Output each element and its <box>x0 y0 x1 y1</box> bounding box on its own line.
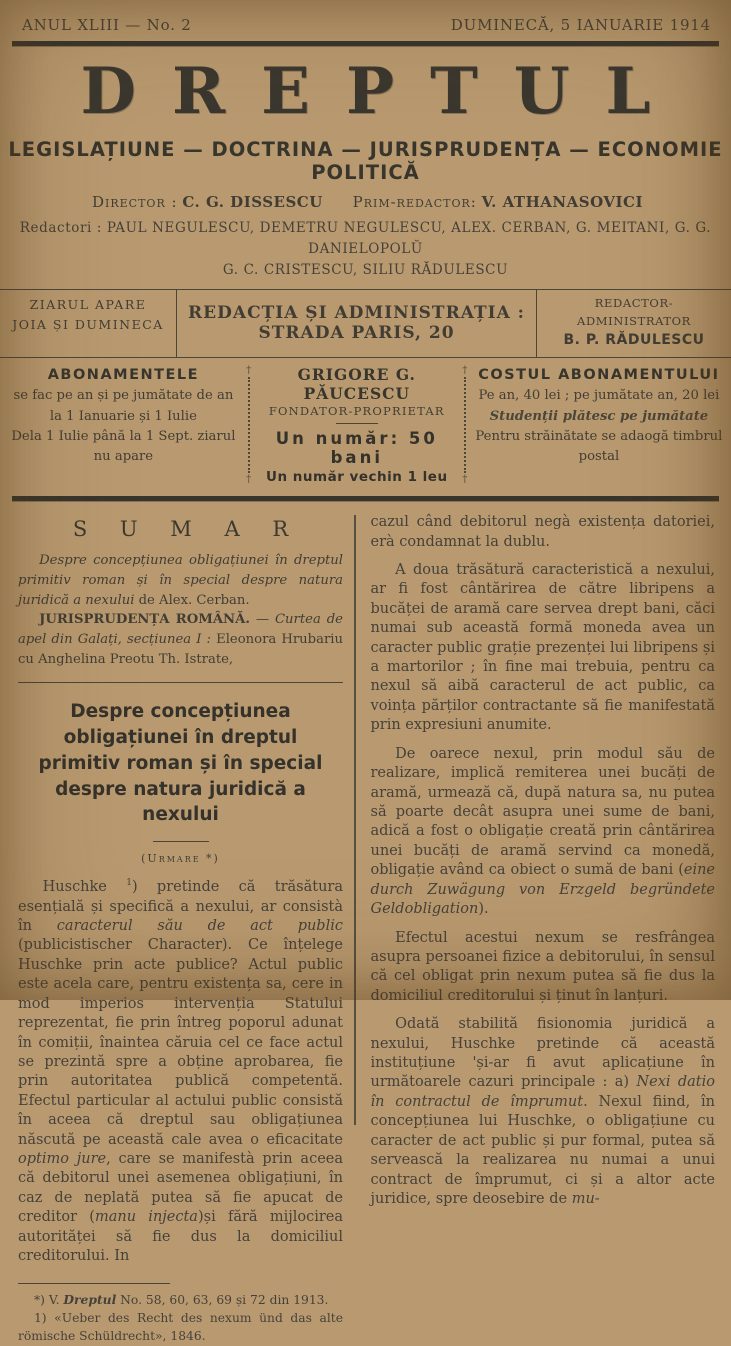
top-bar <box>0 0 731 39</box>
footnote-rule <box>18 1283 170 1284</box>
ornament-divider-left <box>241 365 257 485</box>
article-columns <box>0 501 731 1344</box>
founder-name: GRIGORE G. PĂUCESCU <box>297 365 416 404</box>
article-paragraph: Odată stabilită fisionomia juridică a nexului, Huschke pretinde că această instituțiune 'și-ar fi avut aplicațiune în următoarele cazuri principale : a) Nexi datio în contractul de împrumut. Nexul fiind, în concepțiunea lui Huschke, o obligațiune cu caracter de act public și pur formal, putea să servească la realizarea nu numai a unui contract de împrumut, ci și a altor acte juridice, spre deosebire de mu- <box>370 1016 715 1207</box>
newspaper-title: DREPTUL <box>80 54 687 129</box>
subscriptions-box <box>6 365 241 485</box>
ornament-divider-right <box>457 365 473 485</box>
redactori-list <box>0 218 731 281</box>
footnote: *) V. Dreptul No. 58, 60, 63, 69 și 72 din 1913. <box>33 1291 329 1307</box>
issue-date: DUMINECĂ, 5 IANUARIE 1914 <box>450 16 711 34</box>
issue-number: ANUL XLIII — No. 2 <box>22 16 192 34</box>
article-paragraph: A doua trăsătură caracteristică a nexului, ar fi fost cântărirea de către libripens a bucăței de aramă care servea drept bani, căci numai sub această formă moneda avea un caracter public grație prezenței lui libripens și a martorilor ; în fine mai trebuia, pentru ca nexul să aibă caracterul de act public, ca voința părților contractante să fie manifestată prin expresiuni anumite. <box>370 561 715 734</box>
office-address: REDACȚIA ȘI ADMINISTRAȚIA : STRADA PARIS, 20 <box>188 303 525 344</box>
dotted-line <box>464 377 466 473</box>
founder-role: FONDATOR-PROPRIETAR <box>268 404 445 419</box>
editors-row <box>0 184 731 211</box>
prim-redactor-name: V. ATHANASOVICI <box>481 193 643 211</box>
article-paragraph: Efectul acestui nexum se resfrângea asupra persoanei fizice a debitorului, în sensul că cel obligat prin nexum putea să fie dus la domiciliul creditorului și ținut în lanțuri. <box>370 929 715 1004</box>
ornament-icon: † <box>246 474 252 486</box>
prim-redactor-label: Prim-redactor: <box>352 193 477 211</box>
prim-redactor <box>353 193 643 211</box>
director-name: C. G. DISSESCU <box>182 193 323 211</box>
ornament-icon: † <box>462 365 468 377</box>
publication-schedule <box>0 290 177 357</box>
redactori-line-1: Redactori : PAUL NEGULESCU, DEMETRU NEGULESCU, ALEX. CERBAN, G. MEITANI, G. G. DANIELOPOLŬ <box>19 220 712 257</box>
title-rule <box>153 841 209 842</box>
cost-line-1: Pe an, 40 lei ; pe jumătate an, 20 lei <box>478 388 720 404</box>
summary-item: Despre concepțiunea obligațiunei în dreptul primitiv roman și în special despre natura juridică a nexului de Alex. Cerban. <box>18 553 343 608</box>
director-label: Director : <box>92 193 178 211</box>
article-paragraph: De oarece nexul, prin modul său de realizare, implică remiterea unei bucăți de aramă, urmează că, după natura sa, nu putea să poarte decât asupra unei sume de bani, adică a fost o obligație creată prin cântărirea unei bucăți de aramă servind ca monedă, obligație având ca obiect o sumă de bani (eine durch Zuwägung von Erzgeld begründete Geldobligation). <box>370 745 715 918</box>
article-title: Despre concepțiunea obligațiunei în dreptul primitiv roman și în special despre natura juridică a nexului <box>38 700 323 826</box>
schedule-line-1: ZIARUL APARE <box>29 296 147 312</box>
summary-item: JURISPRUDENȚA ROMÂNĂ. — Curtea de apel din Galați, secțiunea I : Eleonora Hrubariu cu Anghelina Preotu Th. Istrate, <box>18 612 343 668</box>
article-paragraph: cazul când debitorul negà existența datoriei, erà condamnat la dublu. <box>370 514 715 550</box>
summary-divider <box>18 682 343 683</box>
subscriptions-line-1: se fac pe an și pe jumătate de an <box>13 388 234 404</box>
founder-box <box>257 365 457 485</box>
subscriptions-line-2: la 1 Ianuarie și 1 Iulie <box>49 408 197 424</box>
ornament-icon: † <box>462 474 468 486</box>
info-band-row-2 <box>0 358 731 494</box>
small-rule <box>336 423 378 424</box>
schedule-line-2: JOIA ȘI DUMINECA <box>12 316 164 332</box>
admin-name: B. P. RĂDULESCU <box>563 332 705 349</box>
ornament-icon: † <box>246 365 252 377</box>
dotted-line <box>248 377 250 473</box>
footnote: 1) «Ueber des Recht des nexum ünd das alte römische Schüldrecht», 1846. <box>18 1311 343 1344</box>
cost-title: COSTUL ABONAMENTULUI <box>478 367 720 384</box>
top-rule <box>12 41 719 46</box>
article-paragraph: Huschke $^1$) pretinde că trăsătura esențială și specifică a nexului, ar consistà în caracterul său de act public (publicistischer Character). Ce înțelege Huschke prin acte publice? Actul public este acela care, pentru existența sa, cere in mod imperios intervenția Statului reprezentat, fie prin întreg poporul adunat în comiții, înaintea căruia cel ce face actul se prezintă spre a obține aprobarea, fie prin autoritatea publică competentă. Efectul particular al actului public consistă în aceea că dreptul sau obligațiunea născută pe această cale avea o eficacitate optimo jure, care se manifestà prin aceea că debitorul unei asemenea obligațiuni, în caz de neplată putea să fie apucat de creditor (manu injecta)și fără mijlocirea autorităței să fie dus la domiciliul creditorului. In <box>18 878 343 1265</box>
issue-price: Un număr: 50 bani <box>275 429 438 468</box>
cost-line-2: Studenții plătesc pe jumătate <box>489 408 709 424</box>
director <box>92 193 323 211</box>
redactor-administrator <box>536 290 731 357</box>
old-issue-price: Un număr vechin 1 leu <box>266 469 448 486</box>
subscriptions-line-3: Dela 1 Iulie până la 1 Sept. ziarul nu apare <box>11 428 236 465</box>
info-band <box>0 289 731 494</box>
admin-title: REDACTOR-ADMINISTRATOR <box>577 295 691 328</box>
continuation-note: (Urmare *) <box>141 852 220 866</box>
cost-line-3: Pentru străinătate se adaogă timbrul postal <box>475 428 723 465</box>
summary-title: S U M A R <box>72 517 302 542</box>
redactori-line-2: G. C. CRISTESCU, SILIU RĂDULESCU <box>222 261 509 278</box>
info-band-row-1 <box>0 289 731 358</box>
left-column <box>18 513 354 1344</box>
subscription-cost-box <box>473 365 725 485</box>
right-column <box>356 513 716 1207</box>
subscriptions-title: ABONAMENTELE <box>47 367 200 384</box>
newspaper-subtitle: LEGISLAȚIUNE — DOCTRINA — JURISPRUDENȚA — ECONOMIE POLITICĂ <box>8 138 723 184</box>
